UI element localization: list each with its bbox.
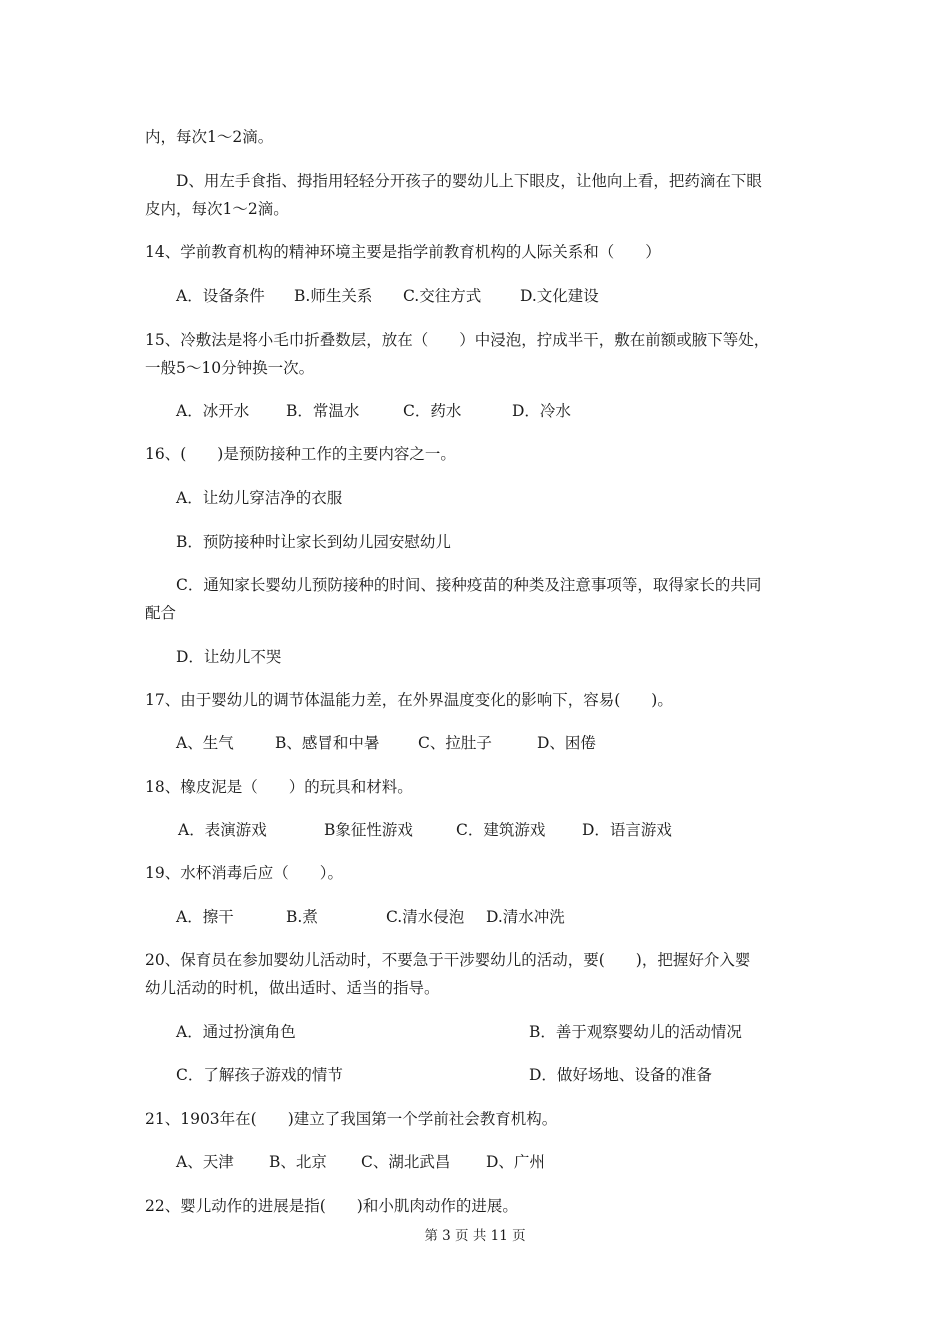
question-20: 20、保育员在参加婴幼儿活动时，不要急于干涉婴幼儿的活动，要( )，把握好介入婴 xyxy=(145,951,751,969)
option-b: B.师生关系 xyxy=(294,287,373,305)
option-b: B.煮 xyxy=(286,908,318,926)
option-d: D．做好场地、设备的准备 xyxy=(529,1066,712,1084)
question-19: 19、水杯消毒后应（ ）。 xyxy=(145,864,343,882)
option-a: A．冰开水 xyxy=(176,402,250,420)
text-line: 内，每次1～2滴。 xyxy=(145,128,274,146)
option-d: D、困倦 xyxy=(537,734,596,752)
question-16: 16、( )是预防接种工作的主要内容之一。 xyxy=(145,445,456,463)
option-a: A．让幼儿穿洁净的衣服 xyxy=(176,489,343,507)
option-d: D．语言游戏 xyxy=(582,821,672,839)
option-c-cont: 配合 xyxy=(145,604,177,622)
option-a: A、天津 xyxy=(176,1153,234,1171)
option-d: D．让幼儿不哭 xyxy=(176,648,282,666)
question-22: 22、婴儿动作的进展是指( )和小肌肉动作的进展。 xyxy=(145,1197,518,1215)
option-b: B．常温水 xyxy=(286,402,360,420)
question-14: 14、学前教育机构的精神环境主要是指学前教育机构的人际关系和（ ） xyxy=(145,243,661,261)
question-20-cont: 幼儿活动的时机，做出适时、适当的指导。 xyxy=(145,979,440,997)
option-b: B．善于观察婴幼儿的活动情况 xyxy=(529,1023,742,1041)
question-21: 21、1903年在( )建立了我国第一个学前社会教育机构。 xyxy=(145,1110,558,1128)
option-a: A．通过扮演角色 xyxy=(176,1023,296,1041)
option-c: C.交往方式 xyxy=(403,287,482,305)
option-c: C．了解孩子游戏的情节 xyxy=(176,1066,343,1084)
question-17: 17、由于婴幼儿的调节体温能力差，在外界温度变化的影响下，容易( )。 xyxy=(145,691,673,709)
option-b: B、感冒和中暑 xyxy=(275,734,380,752)
option-a: A．表演游戏 xyxy=(178,821,267,839)
option-c: C．药水 xyxy=(403,402,462,420)
option-d: D.文化建设 xyxy=(520,287,599,305)
option-b: B．预防接种时让家长到幼儿园安慰幼儿 xyxy=(176,533,451,551)
option-b: B、北京 xyxy=(269,1153,327,1171)
question-18: 18、橡皮泥是（ ）的玩具和材料。 xyxy=(145,778,413,796)
page-number-footer: 第 3 页 共 11 页 xyxy=(424,1228,526,1244)
option-d: D．冷水 xyxy=(512,402,571,420)
question-15-cont: 一般5～10分钟换一次。 xyxy=(145,359,315,377)
option-b: B象征性游戏 xyxy=(324,821,413,839)
option-c: C．建筑游戏 xyxy=(456,821,546,839)
option-c: C、湖北武昌 xyxy=(361,1153,451,1171)
text-line: 皮内，每次1～2滴。 xyxy=(145,200,289,218)
option-a: A．设备条件 xyxy=(176,287,265,305)
option-c: C.清水侵泡 xyxy=(386,908,465,926)
option-a: A、生气 xyxy=(176,734,234,752)
option-d: D、广州 xyxy=(486,1153,545,1171)
option-d: D.清水冲洗 xyxy=(486,908,565,926)
option-d-line: D、用左手食指、拇指用轻轻分开孩子的婴幼儿上下眼皮，让他向上看，把药滴在下眼 xyxy=(176,172,762,190)
option-c: C、拉肚子 xyxy=(418,734,492,752)
option-a: A．擦干 xyxy=(176,908,234,926)
question-15: 15、冷敷法是将小毛巾折叠数层，放在（ ）中浸泡，拧成半干，敷在前额或腋下等处， xyxy=(145,331,770,349)
option-c: C．通知家长婴幼儿预防接种的时间、接种疫苗的种类及注意事项等，取得家长的共同 xyxy=(176,576,762,594)
